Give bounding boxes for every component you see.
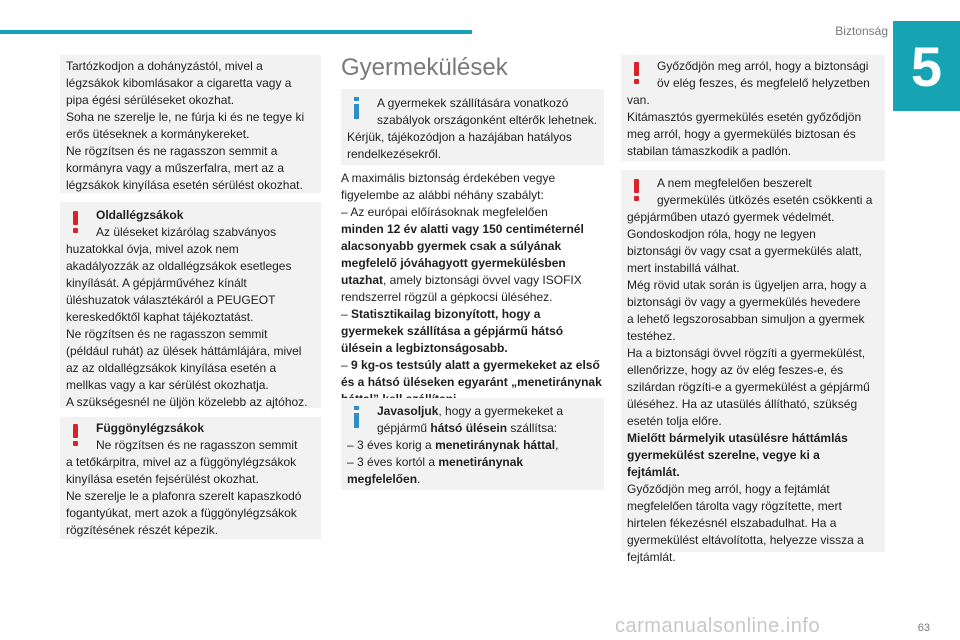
warning-line: az az oldallégzsákok kinyílása esetén a	[66, 361, 277, 375]
warning-line: Ne rögzítsen és ne ragasszon semmit	[96, 438, 298, 452]
belt-check-warning-box	[621, 55, 885, 161]
warning-line: akadályozzák az oldallégzsákok esetleges	[66, 259, 292, 273]
info-line	[347, 437, 598, 454]
header-accent-bar	[0, 30, 472, 34]
note-line: légzsákok kinyílása esetén sérülést okozhat.	[66, 178, 303, 192]
warning-line: rögzítésének részét képezik.	[66, 523, 219, 537]
warning-line: üléshuzatok választékáról a PEUGEOT	[66, 293, 276, 307]
info-text: ,	[555, 438, 559, 452]
warning-line: testéhez.	[627, 329, 676, 343]
info-emphasis: menetiránynak	[438, 455, 524, 469]
body-line: A maximális biztonság érdekében vegye	[341, 171, 556, 185]
section-heading: Gyermekülések	[341, 54, 508, 81]
warning-line: fogantyúkat, mert azok a függönylégzsákok	[66, 506, 297, 520]
rule-line: és a hátsó üléseken egyaránt „menetiránynak	[341, 375, 602, 389]
warning-line: Győződjön meg arról, hogy a fejtámlát	[627, 482, 830, 496]
rule-emphasis: 9 kg-os testsúly alatt a gyermekeket az első	[351, 358, 600, 372]
info-line	[347, 403, 598, 420]
note-line: pipa égési sérüléseket okozhat.	[66, 93, 235, 107]
warning-line: Mielőtt bármelyik utasülésre háttámlás	[627, 431, 848, 445]
warning-line: fejtámlát.	[627, 465, 680, 479]
info-emphasis: Javasoljuk	[377, 404, 439, 418]
rule-line: megfelelő jóváhagyott gyermekülésben	[341, 256, 566, 270]
warning-line: Győződjön meg arról, hogy a biztonsági	[657, 59, 869, 73]
rule-line	[341, 306, 607, 323]
warning-line: A nem megfelelően beszerelt	[657, 176, 812, 190]
info-emphasis: hátsó ülésein	[430, 421, 508, 435]
warning-line: esetén tolja előre.	[627, 414, 722, 428]
warning-line: (például ruhát) az ülések háttámlájára, mivel	[66, 344, 302, 358]
note-line: erős ütéseknek a kormánykereket.	[66, 127, 250, 141]
rule-line: gyermekek szállítása a gépjármű hátsó	[341, 324, 564, 338]
watermark: carmanualsonline.info	[615, 615, 821, 637]
warning-line: Még rövid utak során is ügyeljen arra, hogy a	[627, 278, 867, 292]
rule-line: rendszerrel rögzül a gépkocsi üléséhez.	[341, 290, 553, 304]
curtain-airbag-warning-box	[60, 417, 321, 539]
info-line	[347, 454, 598, 471]
rule-line: minden 12 év alatti vagy 150 centiméternél	[341, 222, 584, 236]
warning-line: öv elég feszes, és megfelelő helyzetben	[657, 76, 870, 90]
warning-line: hirtelen fékezésnél elszabadulhat. Ha a	[627, 516, 837, 530]
warning-line: a lehető legszorosabban simuljon a gyermek	[627, 312, 865, 326]
recommendation-info-box	[341, 398, 604, 490]
warning-line: A szükségesnél ne üljön közelebb az ajtóhoz.	[66, 395, 308, 409]
child-seat-rules	[341, 170, 607, 408]
warning-line: Ne rögzítsen és ne ragasszon semmit	[66, 327, 268, 341]
section-title: Biztonság	[835, 24, 888, 38]
info-text: – 3 éves kortól a	[347, 455, 439, 469]
warning-line: kereskedőktől kaphat tájékoztatást.	[66, 310, 254, 324]
warning-line: biztonsági öv vagy a gyermekülés hevedere	[627, 295, 861, 309]
rule-dash: –	[341, 307, 352, 321]
note-line: Ne rögzítsen és ne ragasszon semmit a	[66, 144, 278, 158]
warning-line: gyermekülést eltávolította, helyezze vissza a	[627, 533, 864, 547]
warning-line: stabilan támaszkodik a padlón.	[627, 144, 792, 158]
warning-line: kinyílása esetén fejsérülést okozhat.	[66, 472, 259, 486]
warning-line: megfelelően tárolta vagy rögzítette, mert	[627, 499, 842, 513]
rule-line	[341, 272, 607, 289]
info-line	[347, 471, 598, 488]
chapter-number: 5	[893, 21, 960, 111]
info-icon	[354, 97, 360, 119]
info-line	[347, 420, 598, 437]
improper-installation-warning-box	[621, 170, 885, 564]
side-airbag-title: Oldallégzsákok	[96, 208, 184, 222]
warning-line: van.	[627, 93, 650, 107]
body-line: figyelembe az alábbi néhány szabályt:	[341, 188, 544, 202]
warning-line: fejtámlát.	[627, 550, 676, 564]
note-line: Tartózkodjon a dohányzástól, mivel a	[66, 59, 263, 73]
warning-line: huzatokkal óvja, mivel azok nem	[66, 242, 239, 256]
warning-line: gyermekülés ütközés esetén csökkenti a	[657, 193, 873, 207]
note-line: Soha ne szerelje le, ne fúrja ki és ne tegye ki	[66, 110, 305, 124]
child-seat-info-box	[341, 89, 604, 165]
note-line: légzsákok kibomlásakor a cigaretta vagy a	[66, 76, 292, 90]
info-line: Kérjük, tájékozódjon a hazájában hatályos	[347, 130, 572, 144]
warning-line: kinyílását. A gépjárművéhez kínált	[66, 276, 247, 290]
warning-icon	[73, 424, 79, 446]
warning-line: szilárdan rögzíti-e a gyermekülést a gépjármű	[627, 380, 870, 394]
info-text: szállítsa:	[507, 421, 558, 435]
rule-text: , amely biztonsági övvel vagy ISOFIX	[383, 273, 582, 287]
note-line: kormányra vagy a műszerfalra, mert az a	[66, 161, 285, 175]
warning-line: Ne szerelje le a plafonra szerelt kapaszkodó	[66, 489, 302, 503]
warning-icon	[634, 62, 640, 84]
info-icon	[354, 406, 360, 428]
info-line: szabályok országonként eltérők lehetnek.	[377, 113, 598, 127]
warning-line: meg arról, hogy a gyermekülés biztosan és	[627, 127, 856, 141]
rule-line: alacsonyabb gyermek csak a súlyának	[341, 239, 562, 253]
side-airbag-warning-box	[60, 202, 321, 408]
info-text: , hogy a gyermekeket a	[438, 404, 564, 418]
info-text: .	[417, 472, 421, 486]
warning-line: ellenőrizze, hogy az öv elég feszes-e, és	[627, 363, 844, 377]
warning-line: gépjárműben utazó gyermek védelmét.	[627, 210, 835, 224]
info-text: gépjármű	[377, 421, 431, 435]
warning-line: a tetőkárpitra, mivel az a függönylégzsákok	[66, 455, 297, 469]
rule-emphasis: utazhat	[341, 273, 383, 287]
warning-line: Ha a biztonsági övvel rögzíti a gyermekülést,	[627, 346, 866, 360]
curtain-airbag-title: Függönylégzsákok	[96, 421, 205, 435]
warning-line: Kitámasztós gyermekülés esetén győződjön	[627, 110, 862, 124]
rule-line: ülésein a legbiztonságosabb.	[341, 341, 508, 355]
warning-line: Gondoskodjon róla, hogy ne legyen	[627, 227, 816, 241]
warning-line: mellkas vagy a kar sérülést okozhatja.	[66, 378, 269, 392]
warning-line: gyermekülést szerelne, vegye ki a	[627, 448, 820, 462]
info-line: rendelkezésekről.	[347, 147, 442, 161]
warning-line: biztonsági öv vagy csat a gyermekülés alatt,	[627, 244, 862, 258]
warning-line: mert instabillá válhat.	[627, 261, 740, 275]
warning-icon	[634, 179, 640, 201]
info-emphasis: menetiránynak háttal	[435, 438, 556, 452]
rule-emphasis: Statisztikailag bizonyított, hogy a	[351, 307, 541, 321]
smoking-note-box	[60, 55, 321, 193]
rule-line	[341, 357, 607, 374]
info-text: – 3 éves korig a	[347, 438, 436, 452]
info-emphasis: megfelelően	[347, 472, 418, 486]
warning-line: Az üléseket kizárólag szabványos	[96, 225, 277, 239]
rule-dash: –	[341, 358, 352, 372]
page-number: 63	[917, 622, 930, 634]
rule-line: – Az európai előírásoknak megfelelően	[341, 205, 548, 219]
info-line: A gyermekek szállítására vonatkozó	[377, 96, 569, 110]
warning-icon	[73, 211, 79, 233]
warning-line: üléséhez. Ha az utasülés állítható, szükség	[627, 397, 858, 411]
